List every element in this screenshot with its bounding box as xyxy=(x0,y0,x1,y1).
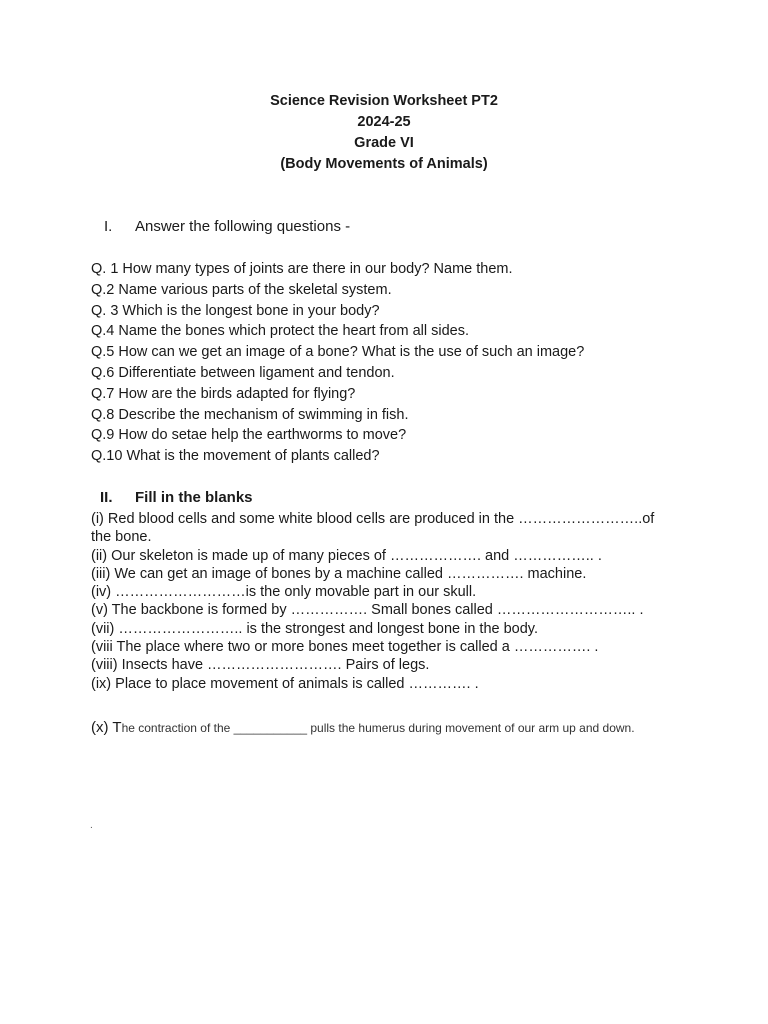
fill-blank-item: (viii) Insects have ………………………. Pairs of legs. xyxy=(91,657,430,674)
item-x-text: he contraction of the ___________ pulls the humerus during movement of our arm up and down. xyxy=(121,721,635,735)
section-1-heading xyxy=(104,217,350,237)
question-item: Q.7 How are the birds adapted for flying? xyxy=(91,385,356,402)
question-item: Q.9 How do setae help the earthworms to move? xyxy=(91,427,407,444)
fill-blank-item: (iv) ………………………is the only movable part in our skull. xyxy=(91,584,477,601)
chapter-topic: (Body Movements of Animals) xyxy=(280,156,488,172)
question-item: Q.5 How can we get an image of a bone? What is the use of such an image? xyxy=(91,344,585,361)
section-2-title: Fill in the blanks xyxy=(135,489,253,506)
fill-blank-item: (ix) Place to place movement of animals is called …………. . xyxy=(91,675,479,692)
fill-blank-item: (v) The backbone is formed by ……………. Small bones called ……………………….. . xyxy=(91,602,644,619)
fill-blanks-list xyxy=(91,510,671,693)
item-x-lead: (x) T xyxy=(91,719,122,736)
fill-blank-item: (vii) …………………….. is the strongest and longest bone in the body. xyxy=(91,620,539,637)
section-2-heading xyxy=(100,488,253,508)
question-list xyxy=(91,259,731,467)
question-item: Q.4 Name the bones which protect the heart from all sides. xyxy=(91,323,469,340)
question-item: Q.2 Name various parts of the skeletal system. xyxy=(91,281,392,298)
question-item: Q.6 Differentiate between ligament and tendon. xyxy=(91,364,395,381)
stray-mark: . xyxy=(90,820,93,831)
question-item: Q.10 What is the movement of plants called? xyxy=(91,448,380,465)
academic-year: 2024-25 xyxy=(357,114,411,130)
question-item: Q.8 Describe the mechanism of swimming in fish. xyxy=(91,406,409,423)
section-2-numeral: II. xyxy=(100,489,113,506)
fill-blank-item: (ii) Our skeleton is made up of many pieces of ………………. and …………….. . xyxy=(91,547,602,564)
question-item: Q. 3 Which is the longest bone in your body? xyxy=(91,302,380,319)
worksheet-header xyxy=(0,91,768,175)
question-item: Q. 1 How many types of joints are there in our body? Name them. xyxy=(91,261,513,277)
section-1-numeral: I. xyxy=(104,218,113,235)
fill-blank-item: (iii) We can get an image of bones by a machine called ……………. machine. xyxy=(91,565,587,582)
fill-blank-item-x xyxy=(91,719,671,737)
fill-blank-item: (i) Red blood cells and some white blood cells are produced in the ……………………..of the bone. xyxy=(91,511,655,546)
fill-blank-item: (viii The place where two or more bones meet together is called a ……………. . xyxy=(91,639,599,656)
grade-label: Grade VI xyxy=(354,135,414,151)
section-1-title: Answer the following questions - xyxy=(135,218,351,235)
worksheet-title: Science Revision Worksheet PT2 xyxy=(270,93,498,109)
